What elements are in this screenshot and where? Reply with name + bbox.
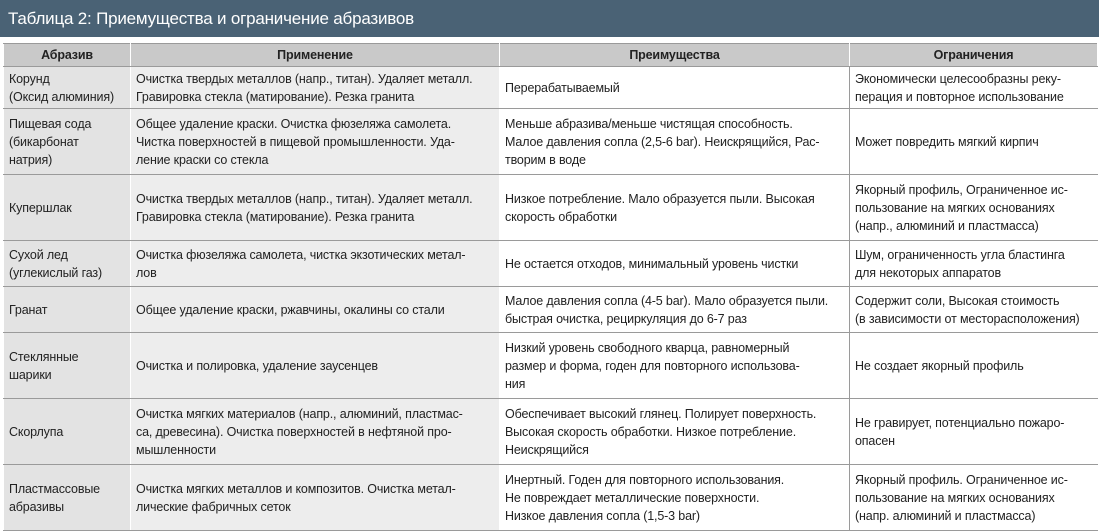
cell-application: Очистка мягких материалов (напр., алюминий, пластмас- са, древесина). Очистка поверхностей в нефтяной про- мышленности [131,399,500,465]
cell-application: Очистка твердых металлов (напр., титан). Удаляет металл. Гравировка стекла (матирование). Резка гранита [131,175,500,241]
cell-limitations: Якорный профиль. Ограниченное ис- пользование на мягких основаниях (напр. алюминий и пластмасса) [850,465,1098,531]
table-row [4,175,1098,241]
cell-limitations: Экономически целесообразны реку- перация и повторное использование [850,67,1098,109]
cell-limitations: Не создает якорный профиль [850,333,1098,399]
cell-application: Очистка мягких металлов и композитов. Очистка метал- лические фабричных сеток [131,465,500,531]
cell-advantages: Малое давления сопла (4-5 bar). Мало образуется пыли. быстрая очистка, рециркуляция до 6-7 раз [500,287,850,333]
cell-limitations: Якорный профиль, Ограниченное ис- пользование на мягких основаниях (напр., алюминий и пластмасса) [850,175,1098,241]
table-header-row [4,44,1098,67]
header-application: Применение [131,44,500,67]
table-row [4,465,1098,531]
table-row [4,333,1098,399]
abrasives-table [3,43,1098,531]
header-abrasive: Абразив [4,44,131,67]
table-row [4,241,1098,287]
table-title: Таблица 2: Приемущества и ограничение абразивов [0,0,1099,37]
cell-limitations: Может повредить мягкий кирпич [850,109,1098,175]
cell-advantages: Обеспечивает высокий глянец. Полирует поверхность. Высокая скорость обработки. Низкое потребление. Неискрящийся [500,399,850,465]
cell-advantages: Инертный. Годен для повторного использования. Не повреждает металлические поверхности. Низкое давления сопла (1,5-3 bar) [500,465,850,531]
table-row [4,399,1098,465]
table-row [4,67,1098,109]
cell-abrasive: Корунд (Оксид алюминия) [4,67,131,109]
cell-advantages: Низкое потребление. Мало образуется пыли. Высокая скорость обработки [500,175,850,241]
cell-application: Общее удаление краски. Очистка фюзеляжа самолета. Чистка поверхностей в пищевой промышленности. Уда- ление краски со стекла [131,109,500,175]
cell-abrasive: Сухой лед (углекислый газ) [4,241,131,287]
table-row [4,287,1098,333]
cell-limitations: Шум, ограниченность угла бластинга для некоторых аппаратов [850,241,1098,287]
table-row [4,109,1098,175]
header-limitations: Ограничения [850,44,1098,67]
cell-abrasive: Стеклянные шарики [4,333,131,399]
cell-abrasive: Пищевая сода (бикарбонат натрия) [4,109,131,175]
cell-abrasive: Гранат [4,287,131,333]
cell-abrasive: Скорлупа [4,399,131,465]
cell-application: Очистка твердых металлов (напр., титан). Удаляет металл. Гравировка стекла (матирование). Резка гранита [131,67,500,109]
cell-advantages: Меньше абразива/меньше чистящая способность. Малое давления сопла (2,5-6 bar). Неискрящийся, Рас- творим в воде [500,109,850,175]
cell-application: Общее удаление краски, ржавчины, окалины со стали [131,287,500,333]
cell-advantages: Не остается отходов, минимальный уровень чистки [500,241,850,287]
cell-limitations: Не гравирует, потенциально пожаро- опасен [850,399,1098,465]
cell-limitations: Содержит соли, Высокая стоимость (в зависимости от месторасположения) [850,287,1098,333]
header-advantages: Преимущества [500,44,850,67]
cell-abrasive: Пластмассовые абразивы [4,465,131,531]
cell-advantages: Перерабатываемый [500,67,850,109]
cell-application: Очистка и полировка, удаление заусенцев [131,333,500,399]
cell-application: Очистка фюзеляжа самолета, чистка экзотических метал- лов [131,241,500,287]
cell-advantages: Низкий уровень свободного кварца, равномерный размер и форма, годен для повторного использова- ния [500,333,850,399]
cell-abrasive: Купершлак [4,175,131,241]
